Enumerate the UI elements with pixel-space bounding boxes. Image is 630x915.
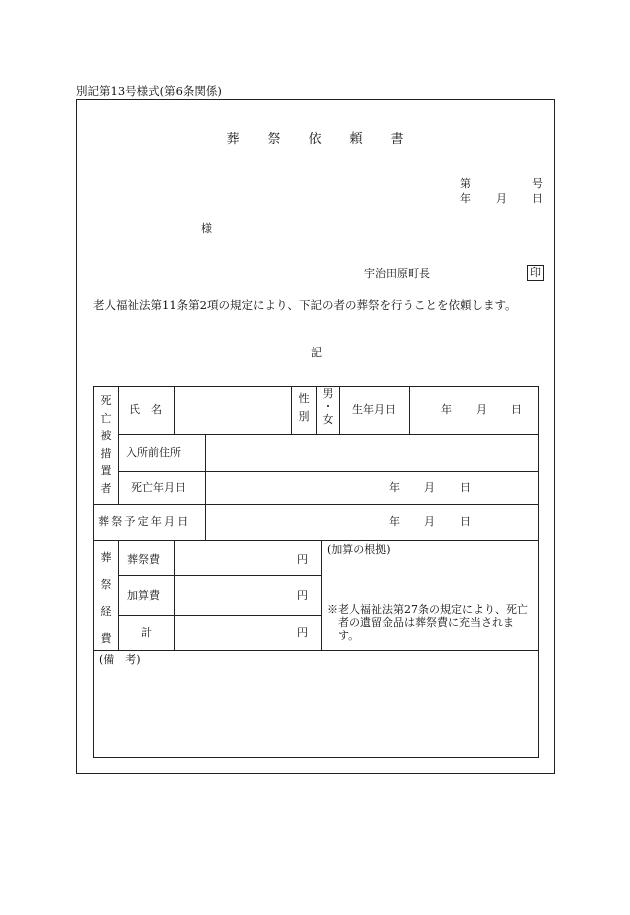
application-table (93, 386, 539, 758)
addition-basis-label: (加算の根拠) (327, 543, 391, 556)
number-dai: 第 (460, 177, 471, 190)
title-char: 書 (390, 132, 404, 147)
ki-heading: 記 (311, 346, 322, 359)
form-number-label: 別記第13号様式(第6条関係) (76, 84, 222, 98)
title-char: 祭 (267, 132, 281, 147)
prev-address-label: 入所前住所 (126, 446, 181, 459)
birth-year: 年 (441, 403, 452, 416)
name-field[interactable] (175, 388, 291, 432)
seal-mark: 印 (527, 265, 544, 281)
name-label: 氏 名 (129, 403, 162, 416)
funeral-expense-unit: 円 (297, 553, 308, 566)
addition-expense-label: 加算費 (127, 589, 160, 602)
death-month: 月 (424, 481, 435, 494)
remarks-field[interactable] (94, 668, 538, 756)
issuer-title: 宇治田原町長 (364, 267, 430, 280)
birth-day: 日 (511, 403, 522, 416)
expense-group-label: 葬 祭 経 費 (100, 551, 112, 645)
title-char: 依 (308, 132, 322, 147)
funeral-date-label: 葬祭予定年月日 (98, 515, 191, 528)
sex-label: 性 別 (298, 392, 310, 423)
deceased-group-label: 死 亡 被 措 置 者 (100, 394, 112, 495)
funeral-month: 月 (424, 515, 435, 528)
sex-options[interactable]: 男 ・ 女 (322, 387, 334, 426)
leftover-property-note: ※老人福祉法第27条の規定により、死亡 者の遺留金品は葬祭費に充当されま す。 (327, 603, 528, 642)
funeral-day: 日 (460, 515, 471, 528)
title-char: 頼 (349, 132, 363, 147)
death-day: 日 (460, 481, 471, 494)
prev-address-field[interactable] (206, 435, 538, 471)
birth-month: 月 (476, 403, 487, 416)
birth-date-label: 生年月日 (352, 403, 396, 416)
date-month: 月 (496, 192, 507, 205)
funeral-expense-label: 葬祭費 (127, 553, 160, 566)
death-date-label: 死亡年月日 (131, 481, 186, 494)
date-year: 年 (460, 192, 471, 205)
total-expense-unit: 円 (297, 626, 308, 639)
remarks-label: (備 考) (99, 653, 141, 666)
addressee-suffix: 様 (201, 222, 212, 235)
document-title (0, 128, 630, 147)
addition-expense-unit: 円 (297, 589, 308, 602)
body-text: 老人福祉法第11条第2項の規定により、下記の者の葬祭を行うことを依頼します。 (93, 298, 517, 312)
funeral-year: 年 (389, 515, 400, 528)
title-char: 葬 (226, 132, 240, 147)
number-gou: 号 (532, 177, 543, 190)
death-year: 年 (389, 481, 400, 494)
total-expense-label: 計 (141, 626, 152, 639)
date-day: 日 (532, 192, 543, 205)
